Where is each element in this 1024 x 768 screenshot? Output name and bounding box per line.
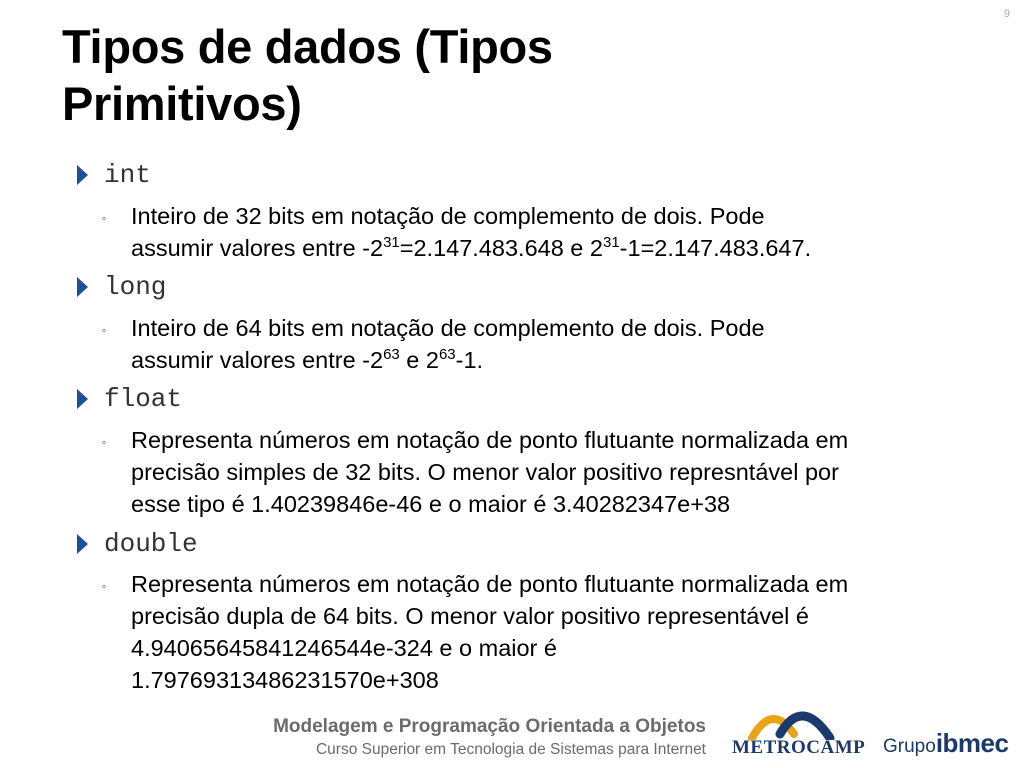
ibmec-grupo-text: Grupo: [883, 736, 936, 757]
desc-long-line-2: assumir valores entre $-2^{63}$ e $2^{63}-1$.: [131, 346, 484, 373]
footer-course-title: Modelagem e Programação Orientada a Objetos: [273, 716, 706, 737]
desc-double-text: [131, 568, 981, 696]
slide-title: [62, 18, 962, 132]
metrocamp-arches-icon: [732, 694, 848, 740]
keyword-double: double: [104, 529, 198, 559]
desc-long-line-1: Inteiro de 64 bits em notação de complemento de dois. Pode: [131, 315, 765, 341]
desc-double-line-4: 1.79769313486231570e+308: [131, 667, 439, 693]
desc-float-line-1: Representa números em notação de ponto flutuante normalizada em: [131, 427, 849, 453]
bullet-int: [0, 159, 1024, 193]
keyword-float: float: [104, 384, 183, 414]
keyword-long: long: [104, 272, 167, 302]
desc-long-text: [131, 312, 981, 376]
desc-double-line-2: precisão dupla de 64 bits. O menor valor positivo representável é: [131, 603, 809, 629]
slide-title-line-2: Primitivos): [62, 77, 302, 130]
metrocamp-logo: [732, 694, 866, 760]
triangle-bullet-icon: [77, 534, 88, 554]
triangle-bullet-icon: [77, 277, 88, 297]
desc-double-line-1: Representa números em notação de ponto flutuante normalizada em: [131, 571, 849, 597]
slide-title-line-1: Tipos de dados (Tipos: [62, 20, 553, 73]
bullet-float: [0, 383, 1024, 417]
desc-int-text: [131, 200, 981, 264]
bullet-double: [0, 528, 1024, 562]
circle-bullet-icon: ◦: [102, 211, 107, 225]
triangle-bullet-icon: [77, 165, 88, 185]
desc-float-text: [131, 424, 981, 520]
superscript: 31: [383, 234, 400, 251]
circle-bullet-icon: ◦: [102, 323, 107, 337]
superscript: 63: [383, 346, 400, 363]
desc-double-line-3: 4.94065645841246544e-324 e o maior é: [131, 635, 557, 661]
desc-int-line-1: Inteiro de 32 bits em notação de complemento de dois. Pode: [131, 203, 765, 229]
ibmec-logo: [883, 728, 1008, 759]
superscript: 31: [602, 234, 620, 251]
superscript: 63: [438, 346, 456, 363]
bullet-long: [0, 271, 1024, 305]
desc-float-line-2: precisão simples de 32 bits. O menor valor positivo represntável por: [131, 459, 839, 485]
desc-float-line-3: esse tipo é 1.40239846e-46 e o maior é 3.40282347e+38: [131, 491, 731, 517]
ibmec-name-text: ibmec: [935, 728, 1009, 758]
metrocamp-wordmark: METROCAMP: [732, 737, 866, 758]
keyword-int: int: [104, 160, 151, 190]
circle-bullet-icon: ◦: [102, 579, 107, 593]
triangle-bullet-icon: [77, 389, 88, 409]
desc-int-line-2: assumir valores entre $-2^{31}=2.147.483.648$ e $2^{31}-1=2.147.483.647$.: [131, 234, 812, 261]
footer-course-subtitle: Curso Superior em Tecnologia de Sistemas para Internet: [315, 741, 706, 758]
page-number: 9: [1003, 8, 1010, 20]
circle-bullet-icon: ◦: [102, 435, 107, 449]
